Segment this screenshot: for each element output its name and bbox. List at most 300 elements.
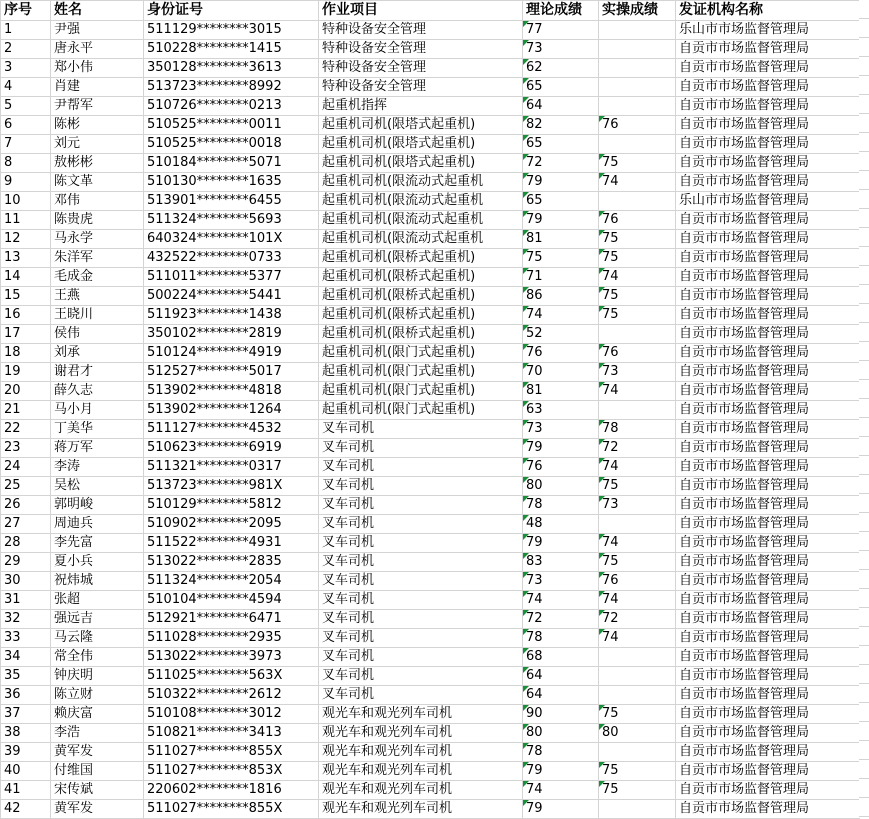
cell-index[interactable]: 10 xyxy=(1,192,51,211)
cell-issuer[interactable]: 自贡市市场监督管理局 xyxy=(676,648,860,667)
cell-index[interactable]: 31 xyxy=(1,591,51,610)
cell-practical-score[interactable]: 76 xyxy=(599,572,676,591)
cell-issuer[interactable]: 自贡市市场监督管理局 xyxy=(676,344,860,363)
cell-practical-score[interactable]: 75 xyxy=(599,249,676,268)
cell-index[interactable]: 38 xyxy=(1,724,51,743)
cell-theory-score[interactable]: 65 xyxy=(523,192,599,211)
cell-name[interactable]: 祝炜城 xyxy=(51,572,144,591)
cell-index[interactable]: 24 xyxy=(1,458,51,477)
cell-id-number[interactable]: 511321********0317 xyxy=(144,458,319,477)
cell-practical-score[interactable]: 75 xyxy=(599,477,676,496)
cell-id-number[interactable]: 510525********0011 xyxy=(144,116,319,135)
header-cell-index[interactable]: 序号 xyxy=(1,1,51,21)
cell-theory-score[interactable]: 65 xyxy=(523,135,599,154)
cell-practical-score[interactable] xyxy=(599,40,676,59)
cell-issuer[interactable]: 自贡市市场监督管理局 xyxy=(676,59,860,78)
cell-project[interactable]: 特种设备安全管理 xyxy=(319,59,523,78)
cell-practical-score[interactable]: 75 xyxy=(599,230,676,249)
cell-practical-score[interactable]: 80 xyxy=(599,724,676,743)
cell-name[interactable]: 陈文革 xyxy=(51,173,144,192)
header-cell-name[interactable]: 姓名 xyxy=(51,1,144,21)
cell-practical-score[interactable]: 73 xyxy=(599,496,676,515)
cell-name[interactable]: 马永学 xyxy=(51,230,144,249)
cell-theory-score[interactable]: 65 xyxy=(523,78,599,97)
cell-index[interactable]: 42 xyxy=(1,800,51,819)
cell-theory-score[interactable]: 79 xyxy=(523,534,599,553)
cell-name[interactable]: 陈立财 xyxy=(51,686,144,705)
cell-theory-score[interactable]: 90 xyxy=(523,705,599,724)
cell-index[interactable]: 22 xyxy=(1,420,51,439)
cell-practical-score[interactable] xyxy=(599,686,676,705)
cell-name[interactable]: 唐永平 xyxy=(51,40,144,59)
cell-id-number[interactable]: 510902********2095 xyxy=(144,515,319,534)
cell-name[interactable]: 马小月 xyxy=(51,401,144,420)
cell-issuer[interactable]: 乐山市市场监督管理局 xyxy=(676,192,860,211)
cell-practical-score[interactable]: 74 xyxy=(599,382,676,401)
cell-theory-score[interactable]: 74 xyxy=(523,306,599,325)
cell-issuer[interactable]: 自贡市市场监督管理局 xyxy=(676,439,860,458)
cell-project[interactable]: 起重机司机(限流动式起重机 xyxy=(319,192,523,211)
cell-id-number[interactable]: 510130********1635 xyxy=(144,173,319,192)
cell-project[interactable]: 起重机司机(限门式起重机) xyxy=(319,363,523,382)
cell-issuer[interactable]: 自贡市市场监督管理局 xyxy=(676,249,860,268)
cell-id-number[interactable]: 513022********2835 xyxy=(144,553,319,572)
cell-id-number[interactable]: 511522********4931 xyxy=(144,534,319,553)
cell-index[interactable]: 41 xyxy=(1,781,51,800)
cell-id-number[interactable]: 511027********853X xyxy=(144,762,319,781)
cell-project[interactable]: 观光车和观光列车司机 xyxy=(319,762,523,781)
cell-project[interactable]: 叉车司机 xyxy=(319,572,523,591)
cell-index[interactable]: 37 xyxy=(1,705,51,724)
cell-index[interactable]: 18 xyxy=(1,344,51,363)
cell-theory-score[interactable]: 78 xyxy=(523,743,599,762)
cell-id-number[interactable]: 510726********0213 xyxy=(144,97,319,116)
cell-project[interactable]: 叉车司机 xyxy=(319,629,523,648)
cell-name[interactable]: 宋传斌 xyxy=(51,781,144,800)
cell-practical-score[interactable]: 74 xyxy=(599,534,676,553)
cell-id-number[interactable]: 511028********2935 xyxy=(144,629,319,648)
header-cell-theory-score[interactable]: 理论成绩 xyxy=(523,1,599,21)
cell-practical-score[interactable] xyxy=(599,192,676,211)
cell-issuer[interactable]: 自贡市市场监督管理局 xyxy=(676,363,860,382)
cell-project[interactable]: 叉车司机 xyxy=(319,610,523,629)
cell-name[interactable]: 王晓川 xyxy=(51,306,144,325)
cell-name[interactable]: 朱洋军 xyxy=(51,249,144,268)
cell-id-number[interactable]: 511027********855X xyxy=(144,743,319,762)
cell-theory-score[interactable]: 79 xyxy=(523,211,599,230)
header-cell-project[interactable]: 作业项目 xyxy=(319,1,523,21)
cell-theory-score[interactable]: 78 xyxy=(523,496,599,515)
cell-index[interactable]: 17 xyxy=(1,325,51,344)
cell-project[interactable]: 叉车司机 xyxy=(319,439,523,458)
cell-issuer[interactable]: 自贡市市场监督管理局 xyxy=(676,629,860,648)
cell-theory-score[interactable]: 80 xyxy=(523,724,599,743)
cell-practical-score[interactable] xyxy=(599,325,676,344)
cell-name[interactable]: 李浩 xyxy=(51,724,144,743)
cell-index[interactable]: 25 xyxy=(1,477,51,496)
cell-index[interactable]: 20 xyxy=(1,382,51,401)
cell-name[interactable]: 薛久志 xyxy=(51,382,144,401)
cell-name[interactable]: 赖庆富 xyxy=(51,705,144,724)
cell-project[interactable]: 叉车司机 xyxy=(319,534,523,553)
cell-name[interactable]: 尹帮军 xyxy=(51,97,144,116)
cell-issuer[interactable]: 自贡市市场监督管理局 xyxy=(676,268,860,287)
cell-id-number[interactable]: 432522********0733 xyxy=(144,249,319,268)
cell-index[interactable]: 33 xyxy=(1,629,51,648)
cell-project[interactable]: 起重机司机(限塔式起重机) xyxy=(319,135,523,154)
cell-theory-score[interactable]: 68 xyxy=(523,648,599,667)
cell-issuer[interactable]: 自贡市市场监督管理局 xyxy=(676,591,860,610)
cell-index[interactable]: 8 xyxy=(1,154,51,173)
cell-practical-score[interactable]: 75 xyxy=(599,781,676,800)
cell-theory-score[interactable]: 72 xyxy=(523,610,599,629)
cell-issuer[interactable]: 自贡市市场监督管理局 xyxy=(676,40,860,59)
cell-index[interactable]: 11 xyxy=(1,211,51,230)
cell-name[interactable]: 李先富 xyxy=(51,534,144,553)
cell-index[interactable]: 30 xyxy=(1,572,51,591)
cell-project[interactable]: 观光车和观光列车司机 xyxy=(319,724,523,743)
cell-id-number[interactable]: 513723********8992 xyxy=(144,78,319,97)
cell-name[interactable]: 毛成金 xyxy=(51,268,144,287)
cell-project[interactable]: 叉车司机 xyxy=(319,515,523,534)
cell-index[interactable]: 19 xyxy=(1,363,51,382)
cell-name[interactable]: 张超 xyxy=(51,591,144,610)
cell-issuer[interactable]: 自贡市市场监督管理局 xyxy=(676,306,860,325)
cell-index[interactable]: 4 xyxy=(1,78,51,97)
cell-name[interactable]: 王燕 xyxy=(51,287,144,306)
cell-practical-score[interactable]: 75 xyxy=(599,306,676,325)
cell-practical-score[interactable]: 74 xyxy=(599,591,676,610)
cell-practical-score[interactable]: 73 xyxy=(599,363,676,382)
cell-issuer[interactable]: 自贡市市场监督管理局 xyxy=(676,382,860,401)
cell-project[interactable]: 起重机指挥 xyxy=(319,97,523,116)
cell-name[interactable]: 敖彬彬 xyxy=(51,154,144,173)
cell-id-number[interactable]: 513901********6455 xyxy=(144,192,319,211)
cell-issuer[interactable]: 自贡市市场监督管理局 xyxy=(676,515,860,534)
cell-practical-score[interactable] xyxy=(599,59,676,78)
cell-practical-score[interactable]: 72 xyxy=(599,439,676,458)
cell-theory-score[interactable]: 83 xyxy=(523,553,599,572)
cell-practical-score[interactable]: 76 xyxy=(599,344,676,363)
cell-index[interactable]: 26 xyxy=(1,496,51,515)
cell-id-number[interactable]: 510129********5812 xyxy=(144,496,319,515)
cell-id-number[interactable]: 510184********5071 xyxy=(144,154,319,173)
cell-theory-score[interactable]: 76 xyxy=(523,458,599,477)
cell-issuer[interactable]: 自贡市市场监督管理局 xyxy=(676,211,860,230)
cell-practical-score[interactable]: 74 xyxy=(599,173,676,192)
cell-id-number[interactable]: 510525********0018 xyxy=(144,135,319,154)
cell-id-number[interactable]: 512527********5017 xyxy=(144,363,319,382)
cell-theory-score[interactable]: 64 xyxy=(523,97,599,116)
cell-practical-score[interactable] xyxy=(599,648,676,667)
cell-id-number[interactable]: 510108********3012 xyxy=(144,705,319,724)
cell-name[interactable]: 蒋万军 xyxy=(51,439,144,458)
cell-name[interactable]: 钟庆明 xyxy=(51,667,144,686)
cell-issuer[interactable]: 自贡市市场监督管理局 xyxy=(676,553,860,572)
cell-id-number[interactable]: 510322********2612 xyxy=(144,686,319,705)
cell-name[interactable]: 邓伟 xyxy=(51,192,144,211)
cell-project[interactable]: 起重机司机(限流动式起重机 xyxy=(319,230,523,249)
cell-practical-score[interactable] xyxy=(599,97,676,116)
cell-issuer[interactable]: 自贡市市场监督管理局 xyxy=(676,287,860,306)
cell-name[interactable]: 谢君才 xyxy=(51,363,144,382)
cell-name[interactable]: 肖建 xyxy=(51,78,144,97)
cell-issuer[interactable]: 自贡市市场监督管理局 xyxy=(676,762,860,781)
cell-id-number[interactable]: 510821********3413 xyxy=(144,724,319,743)
cell-id-number[interactable]: 220602********1816 xyxy=(144,781,319,800)
cell-project[interactable]: 叉车司机 xyxy=(319,420,523,439)
cell-issuer[interactable]: 自贡市市场监督管理局 xyxy=(676,800,860,819)
cell-index[interactable]: 39 xyxy=(1,743,51,762)
cell-theory-score[interactable]: 86 xyxy=(523,287,599,306)
cell-id-number[interactable]: 350102********2819 xyxy=(144,325,319,344)
cell-name[interactable]: 常全伟 xyxy=(51,648,144,667)
cell-project[interactable]: 起重机司机(限塔式起重机) xyxy=(319,116,523,135)
cell-issuer[interactable]: 自贡市市场监督管理局 xyxy=(676,781,860,800)
cell-id-number[interactable]: 511324********2054 xyxy=(144,572,319,591)
cell-theory-score[interactable]: 79 xyxy=(523,439,599,458)
cell-practical-score[interactable]: 74 xyxy=(599,629,676,648)
cell-id-number[interactable]: 500224********5441 xyxy=(144,287,319,306)
cell-index[interactable]: 2 xyxy=(1,40,51,59)
cell-theory-score[interactable]: 79 xyxy=(523,762,599,781)
cell-project[interactable]: 起重机司机(限流动式起重机 xyxy=(319,173,523,192)
cell-name[interactable]: 付维国 xyxy=(51,762,144,781)
cell-theory-score[interactable]: 62 xyxy=(523,59,599,78)
cell-project[interactable]: 叉车司机 xyxy=(319,648,523,667)
cell-issuer[interactable]: 自贡市市场监督管理局 xyxy=(676,420,860,439)
cell-theory-score[interactable]: 64 xyxy=(523,686,599,705)
cell-practical-score[interactable] xyxy=(599,800,676,819)
cell-practical-score[interactable]: 76 xyxy=(599,116,676,135)
cell-theory-score[interactable]: 76 xyxy=(523,344,599,363)
cell-practical-score[interactable]: 75 xyxy=(599,287,676,306)
cell-issuer[interactable]: 自贡市市场监督管理局 xyxy=(676,496,860,515)
cell-id-number[interactable]: 510623********6919 xyxy=(144,439,319,458)
cell-practical-score[interactable]: 74 xyxy=(599,458,676,477)
cell-name[interactable]: 黄军发 xyxy=(51,743,144,762)
cell-project[interactable]: 起重机司机(限桥式起重机) xyxy=(319,306,523,325)
cell-theory-score[interactable]: 52 xyxy=(523,325,599,344)
cell-index[interactable]: 15 xyxy=(1,287,51,306)
cell-name[interactable]: 周迪兵 xyxy=(51,515,144,534)
cell-issuer[interactable]: 自贡市市场监督管理局 xyxy=(676,154,860,173)
cell-issuer[interactable]: 自贡市市场监督管理局 xyxy=(676,686,860,705)
cell-project[interactable]: 特种设备安全管理 xyxy=(319,78,523,97)
cell-index[interactable]: 5 xyxy=(1,97,51,116)
cell-name[interactable]: 陈彬 xyxy=(51,116,144,135)
cell-issuer[interactable]: 自贡市市场监督管理局 xyxy=(676,705,860,724)
cell-id-number[interactable]: 640324********101X xyxy=(144,230,319,249)
cell-project[interactable]: 特种设备安全管理 xyxy=(319,40,523,59)
cell-project[interactable]: 叉车司机 xyxy=(319,667,523,686)
cell-project[interactable]: 起重机司机(限桥式起重机) xyxy=(319,287,523,306)
cell-issuer[interactable]: 自贡市市场监督管理局 xyxy=(676,572,860,591)
cell-theory-score[interactable]: 64 xyxy=(523,667,599,686)
cell-project[interactable]: 起重机司机(限门式起重机) xyxy=(319,344,523,363)
cell-issuer[interactable]: 自贡市市场监督管理局 xyxy=(676,135,860,154)
cell-issuer[interactable]: 自贡市市场监督管理局 xyxy=(676,458,860,477)
cell-index[interactable]: 12 xyxy=(1,230,51,249)
cell-practical-score[interactable] xyxy=(599,78,676,97)
header-cell-practical-score[interactable]: 实操成绩 xyxy=(599,1,676,21)
cell-issuer[interactable]: 自贡市市场监督管理局 xyxy=(676,116,860,135)
cell-theory-score[interactable]: 79 xyxy=(523,173,599,192)
cell-practical-score[interactable]: 75 xyxy=(599,553,676,572)
cell-project[interactable]: 叉车司机 xyxy=(319,686,523,705)
cell-project[interactable]: 观光车和观光列车司机 xyxy=(319,705,523,724)
cell-theory-score[interactable]: 78 xyxy=(523,629,599,648)
cell-id-number[interactable]: 511129********3015 xyxy=(144,21,319,40)
cell-theory-score[interactable]: 74 xyxy=(523,591,599,610)
cell-name[interactable]: 刘承 xyxy=(51,344,144,363)
cell-index[interactable]: 28 xyxy=(1,534,51,553)
cell-theory-score[interactable]: 73 xyxy=(523,572,599,591)
cell-practical-score[interactable]: 76 xyxy=(599,211,676,230)
cell-practical-score[interactable]: 74 xyxy=(599,268,676,287)
cell-issuer[interactable]: 自贡市市场监督管理局 xyxy=(676,667,860,686)
cell-practical-score[interactable] xyxy=(599,401,676,420)
cell-issuer[interactable]: 自贡市市场监督管理局 xyxy=(676,743,860,762)
cell-id-number[interactable]: 350128********3613 xyxy=(144,59,319,78)
cell-theory-score[interactable]: 73 xyxy=(523,420,599,439)
cell-practical-score[interactable] xyxy=(599,135,676,154)
cell-issuer[interactable]: 自贡市市场监督管理局 xyxy=(676,97,860,116)
cell-theory-score[interactable]: 81 xyxy=(523,382,599,401)
header-cell-issuer[interactable]: 发证机构名称 xyxy=(676,1,860,21)
cell-index[interactable]: 40 xyxy=(1,762,51,781)
cell-theory-score[interactable]: 48 xyxy=(523,515,599,534)
cell-index[interactable]: 6 xyxy=(1,116,51,135)
cell-id-number[interactable]: 510228********1415 xyxy=(144,40,319,59)
cell-id-number[interactable]: 511025********563X xyxy=(144,667,319,686)
cell-theory-score[interactable]: 77 xyxy=(523,21,599,40)
cell-index[interactable]: 27 xyxy=(1,515,51,534)
cell-practical-score[interactable]: 75 xyxy=(599,762,676,781)
cell-name[interactable]: 郑小伟 xyxy=(51,59,144,78)
cell-issuer[interactable]: 自贡市市场监督管理局 xyxy=(676,610,860,629)
cell-theory-score[interactable]: 74 xyxy=(523,781,599,800)
cell-index[interactable]: 16 xyxy=(1,306,51,325)
cell-name[interactable]: 强远吉 xyxy=(51,610,144,629)
cell-project[interactable]: 起重机司机(限门式起重机) xyxy=(319,382,523,401)
cell-id-number[interactable]: 513902********1264 xyxy=(144,401,319,420)
cell-index[interactable]: 7 xyxy=(1,135,51,154)
cell-id-number[interactable]: 510104********4594 xyxy=(144,591,319,610)
cell-project[interactable]: 特种设备安全管理 xyxy=(319,21,523,40)
cell-index[interactable]: 29 xyxy=(1,553,51,572)
cell-index[interactable]: 1 xyxy=(1,21,51,40)
cell-id-number[interactable]: 513022********3973 xyxy=(144,648,319,667)
cell-theory-score[interactable]: 81 xyxy=(523,230,599,249)
cell-index[interactable]: 36 xyxy=(1,686,51,705)
cell-theory-score[interactable]: 75 xyxy=(523,249,599,268)
cell-project[interactable]: 观光车和观光列车司机 xyxy=(319,743,523,762)
cell-project[interactable]: 起重机司机(限桥式起重机) xyxy=(319,325,523,344)
cell-id-number[interactable]: 513723********981X xyxy=(144,477,319,496)
cell-practical-score[interactable] xyxy=(599,667,676,686)
cell-name[interactable]: 夏小兵 xyxy=(51,553,144,572)
cell-project[interactable]: 叉车司机 xyxy=(319,496,523,515)
cell-name[interactable]: 李涛 xyxy=(51,458,144,477)
cell-issuer[interactable]: 自贡市市场监督管理局 xyxy=(676,401,860,420)
cell-name[interactable]: 吴松 xyxy=(51,477,144,496)
cell-issuer[interactable]: 乐山市市场监督管理局 xyxy=(676,21,860,40)
cell-project[interactable]: 起重机司机(限桥式起重机) xyxy=(319,249,523,268)
cell-project[interactable]: 叉车司机 xyxy=(319,591,523,610)
cell-name[interactable]: 侯伟 xyxy=(51,325,144,344)
cell-issuer[interactable]: 自贡市市场监督管理局 xyxy=(676,230,860,249)
cell-project[interactable]: 起重机司机(限塔式起重机) xyxy=(319,154,523,173)
cell-id-number[interactable]: 510124********4919 xyxy=(144,344,319,363)
cell-project[interactable]: 起重机司机(限桥式起重机) xyxy=(319,268,523,287)
cell-practical-score[interactable]: 75 xyxy=(599,705,676,724)
cell-id-number[interactable]: 511923********1438 xyxy=(144,306,319,325)
cell-issuer[interactable]: 自贡市市场监督管理局 xyxy=(676,173,860,192)
cell-theory-score[interactable]: 70 xyxy=(523,363,599,382)
cell-name[interactable]: 刘元 xyxy=(51,135,144,154)
cell-name[interactable]: 黄军发 xyxy=(51,800,144,819)
cell-issuer[interactable]: 自贡市市场监督管理局 xyxy=(676,325,860,344)
cell-project[interactable]: 起重机司机(限门式起重机) xyxy=(319,401,523,420)
cell-id-number[interactable]: 511027********855X xyxy=(144,800,319,819)
cell-theory-score[interactable]: 73 xyxy=(523,40,599,59)
cell-project[interactable]: 叉车司机 xyxy=(319,458,523,477)
cell-theory-score[interactable]: 71 xyxy=(523,268,599,287)
cell-issuer[interactable]: 自贡市市场监督管理局 xyxy=(676,724,860,743)
header-cell-id-number[interactable]: 身份证号 xyxy=(144,1,319,21)
cell-index[interactable]: 35 xyxy=(1,667,51,686)
cell-name[interactable]: 丁美华 xyxy=(51,420,144,439)
cell-theory-score[interactable]: 72 xyxy=(523,154,599,173)
cell-id-number[interactable]: 513902********4818 xyxy=(144,382,319,401)
cell-practical-score[interactable] xyxy=(599,515,676,534)
cell-practical-score[interactable] xyxy=(599,21,676,40)
cell-index[interactable]: 23 xyxy=(1,439,51,458)
cell-id-number[interactable]: 511324********5693 xyxy=(144,211,319,230)
cell-theory-score[interactable]: 79 xyxy=(523,800,599,819)
cell-practical-score[interactable]: 72 xyxy=(599,610,676,629)
cell-index[interactable]: 3 xyxy=(1,59,51,78)
cell-id-number[interactable]: 511011********5377 xyxy=(144,268,319,287)
cell-project[interactable]: 观光车和观光列车司机 xyxy=(319,781,523,800)
cell-issuer[interactable]: 自贡市市场监督管理局 xyxy=(676,534,860,553)
cell-theory-score[interactable]: 80 xyxy=(523,477,599,496)
cell-name[interactable]: 尹强 xyxy=(51,21,144,40)
cell-index[interactable]: 9 xyxy=(1,173,51,192)
cell-issuer[interactable]: 自贡市市场监督管理局 xyxy=(676,78,860,97)
cell-id-number[interactable]: 512921********6471 xyxy=(144,610,319,629)
cell-theory-score[interactable]: 82 xyxy=(523,116,599,135)
cell-theory-score[interactable]: 63 xyxy=(523,401,599,420)
cell-index[interactable]: 14 xyxy=(1,268,51,287)
cell-project[interactable]: 叉车司机 xyxy=(319,553,523,572)
cell-project[interactable]: 叉车司机 xyxy=(319,477,523,496)
cell-index[interactable]: 32 xyxy=(1,610,51,629)
cell-index[interactable]: 34 xyxy=(1,648,51,667)
cell-practical-score[interactable] xyxy=(599,743,676,762)
cell-name[interactable]: 马云隆 xyxy=(51,629,144,648)
cell-practical-score[interactable]: 75 xyxy=(599,154,676,173)
cell-project[interactable]: 起重机司机(限流动式起重机 xyxy=(319,211,523,230)
cell-name[interactable]: 陈贵虎 xyxy=(51,211,144,230)
cell-issuer[interactable]: 自贡市市场监督管理局 xyxy=(676,477,860,496)
cell-name[interactable]: 郭明峻 xyxy=(51,496,144,515)
cell-index[interactable]: 21 xyxy=(1,401,51,420)
cell-id-number[interactable]: 511127********4532 xyxy=(144,420,319,439)
cell-practical-score[interactable]: 78 xyxy=(599,420,676,439)
cell-index[interactable]: 13 xyxy=(1,249,51,268)
